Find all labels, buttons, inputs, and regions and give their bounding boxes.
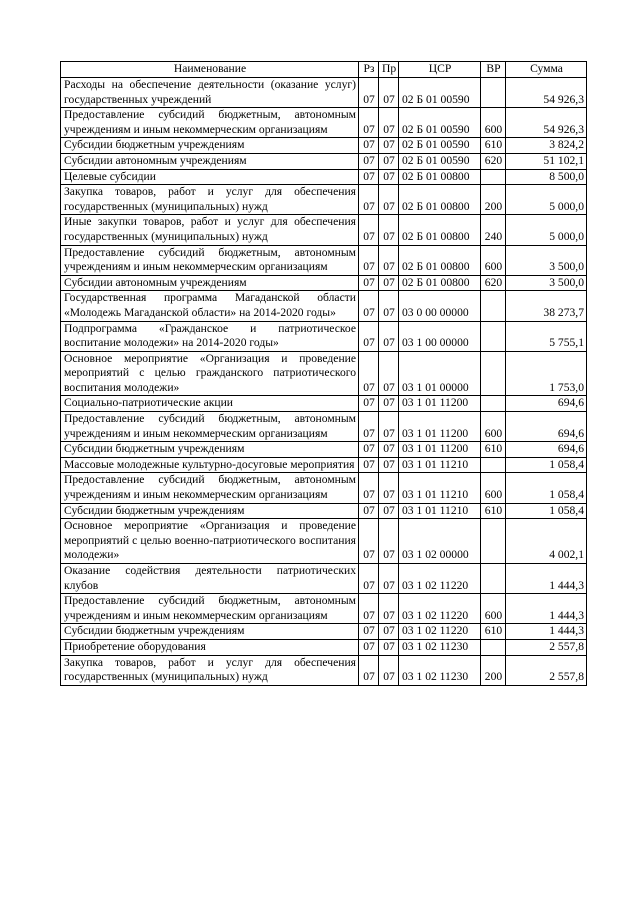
- table-row: [61, 412, 587, 442]
- cell-sum: 51 102,1: [506, 153, 587, 169]
- cell-sum: 3 500,0: [506, 275, 587, 291]
- cell-name: Предоставление субсидий бюджетным, автономным учреждениям и иным некоммерческим организациям: [61, 412, 359, 442]
- cell-vr: 600: [481, 473, 506, 503]
- cell-pr: 07: [379, 396, 399, 412]
- cell-name: Предоставление субсидий бюджетным, автономным учреждениям и иным некоммерческим организациям: [61, 108, 359, 138]
- cell-name: Оказание содействия деятельности патриотических клубов: [61, 564, 359, 594]
- cell-sum: 1 444,3: [506, 564, 587, 594]
- cell-rz: 07: [359, 639, 379, 655]
- table-body: [61, 78, 587, 686]
- table-row: [61, 245, 587, 275]
- cell-rz: 07: [359, 153, 379, 169]
- cell-name: Массовые молодежные культурно-досуговые мероприятия: [61, 457, 359, 473]
- cell-pr: 07: [379, 503, 399, 519]
- cell-sum: 2 557,8: [506, 655, 587, 685]
- cell-pr: 07: [379, 655, 399, 685]
- header-pr: Пр: [379, 62, 399, 78]
- cell-vr: 610: [481, 442, 506, 458]
- cell-pr: 07: [379, 639, 399, 655]
- table-row: [61, 442, 587, 458]
- cell-vr: 620: [481, 153, 506, 169]
- cell-name: Субсидии бюджетным учреждениям: [61, 138, 359, 154]
- cell-rz: 07: [359, 442, 379, 458]
- cell-sum: 5 755,1: [506, 321, 587, 351]
- cell-csr: 02 Б 01 00590: [399, 78, 481, 108]
- cell-name: Целевые субсидии: [61, 169, 359, 185]
- table-row: [61, 153, 587, 169]
- cell-vr: 600: [481, 108, 506, 138]
- cell-csr: 03 1 00 00000: [399, 321, 481, 351]
- cell-name: Предоставление субсидий бюджетным, автономным учреждениям и иным некоммерческим организациям: [61, 473, 359, 503]
- cell-name: Субсидии бюджетным учреждениям: [61, 442, 359, 458]
- table-row: [61, 564, 587, 594]
- table-row: [61, 215, 587, 245]
- cell-name: Субсидии автономным учреждениям: [61, 153, 359, 169]
- cell-sum: 1 058,4: [506, 473, 587, 503]
- cell-rz: 07: [359, 594, 379, 624]
- cell-pr: 07: [379, 321, 399, 351]
- cell-vr: [481, 639, 506, 655]
- header-name: Наименование: [61, 62, 359, 78]
- table-row: [61, 291, 587, 321]
- cell-rz: 07: [359, 185, 379, 215]
- cell-pr: 07: [379, 138, 399, 154]
- cell-pr: 07: [379, 442, 399, 458]
- header-rz: Рз: [359, 62, 379, 78]
- cell-rz: 07: [359, 655, 379, 685]
- cell-rz: 07: [359, 412, 379, 442]
- cell-vr: [481, 564, 506, 594]
- cell-pr: 07: [379, 275, 399, 291]
- table-row: [61, 594, 587, 624]
- cell-sum: 694,6: [506, 442, 587, 458]
- cell-csr: 03 1 02 00000: [399, 519, 481, 564]
- cell-rz: 07: [359, 321, 379, 351]
- cell-name: Подпрограмма «Гражданское и патриотическое воспитание молодежи» на 2014-2020 годы»: [61, 321, 359, 351]
- cell-rz: 07: [359, 291, 379, 321]
- cell-name: Приобретение оборудования: [61, 639, 359, 655]
- cell-vr: 200: [481, 185, 506, 215]
- cell-pr: 07: [379, 412, 399, 442]
- cell-rz: 07: [359, 275, 379, 291]
- cell-csr: 03 1 01 11210: [399, 503, 481, 519]
- cell-sum: 1 444,3: [506, 624, 587, 640]
- cell-rz: 07: [359, 169, 379, 185]
- cell-csr: 02 Б 01 00800: [399, 169, 481, 185]
- cell-name: Закупка товаров, работ и услуг для обеспечения государственных (муниципальных) нужд: [61, 655, 359, 685]
- cell-pr: 07: [379, 519, 399, 564]
- cell-csr: 03 1 01 11200: [399, 396, 481, 412]
- header-sum: Сумма: [506, 62, 587, 78]
- cell-vr: [481, 321, 506, 351]
- cell-pr: 07: [379, 245, 399, 275]
- cell-rz: 07: [359, 108, 379, 138]
- cell-name: Расходы на обеспечение деятельности (оказание услуг) государственных учреждений: [61, 78, 359, 108]
- cell-rz: 07: [359, 245, 379, 275]
- cell-vr: 600: [481, 412, 506, 442]
- cell-rz: 07: [359, 503, 379, 519]
- header-vr: ВР: [481, 62, 506, 78]
- cell-pr: 07: [379, 594, 399, 624]
- cell-sum: 3 500,0: [506, 245, 587, 275]
- cell-rz: 07: [359, 473, 379, 503]
- cell-pr: 07: [379, 153, 399, 169]
- cell-sum: 5 000,0: [506, 215, 587, 245]
- cell-csr: 03 1 01 11210: [399, 473, 481, 503]
- cell-vr: [481, 291, 506, 321]
- cell-rz: 07: [359, 138, 379, 154]
- cell-name: Субсидии автономным учреждениям: [61, 275, 359, 291]
- cell-sum: 38 273,7: [506, 291, 587, 321]
- cell-csr: 02 Б 01 00800: [399, 185, 481, 215]
- cell-sum: 5 000,0: [506, 185, 587, 215]
- cell-pr: 07: [379, 291, 399, 321]
- cell-vr: [481, 351, 506, 396]
- cell-csr: 03 1 02 11220: [399, 564, 481, 594]
- cell-vr: 600: [481, 245, 506, 275]
- cell-name: Государственная программа Магаданской области «Молодежь Магаданской области» на 2014-2020 годы»: [61, 291, 359, 321]
- header-csr: ЦСР: [399, 62, 481, 78]
- table-row: [61, 275, 587, 291]
- cell-sum: 2 557,8: [506, 639, 587, 655]
- cell-pr: 07: [379, 169, 399, 185]
- cell-name: Иные закупки товаров, работ и услуг для обеспечения государственных (муниципальных) нужд: [61, 215, 359, 245]
- cell-name: Субсидии бюджетным учреждениям: [61, 624, 359, 640]
- cell-rz: 07: [359, 351, 379, 396]
- cell-csr: 02 Б 01 00590: [399, 138, 481, 154]
- cell-pr: 07: [379, 185, 399, 215]
- cell-csr: 02 Б 01 00590: [399, 153, 481, 169]
- table-row: [61, 351, 587, 396]
- table-row: [61, 321, 587, 351]
- cell-name: Социально-патриотические акции: [61, 396, 359, 412]
- cell-pr: 07: [379, 215, 399, 245]
- cell-vr: 610: [481, 503, 506, 519]
- cell-rz: 07: [359, 396, 379, 412]
- cell-sum: 1 058,4: [506, 503, 587, 519]
- table-row: [61, 624, 587, 640]
- budget-table: [60, 61, 587, 686]
- cell-csr: 03 1 02 11220: [399, 594, 481, 624]
- cell-sum: 3 824,2: [506, 138, 587, 154]
- cell-vr: 620: [481, 275, 506, 291]
- cell-csr: 03 1 02 11220: [399, 624, 481, 640]
- table-row: [61, 473, 587, 503]
- cell-sum: 8 500,0: [506, 169, 587, 185]
- cell-pr: 07: [379, 473, 399, 503]
- cell-rz: 07: [359, 457, 379, 473]
- cell-rz: 07: [359, 519, 379, 564]
- cell-sum: 1 444,3: [506, 594, 587, 624]
- cell-pr: 07: [379, 624, 399, 640]
- cell-rz: 07: [359, 215, 379, 245]
- cell-vr: 610: [481, 138, 506, 154]
- cell-sum: 694,6: [506, 396, 587, 412]
- cell-csr: 03 1 01 11200: [399, 442, 481, 458]
- table-row: [61, 519, 587, 564]
- cell-sum: 694,6: [506, 412, 587, 442]
- cell-csr: 03 0 00 00000: [399, 291, 481, 321]
- table-row: [61, 185, 587, 215]
- cell-vr: [481, 169, 506, 185]
- cell-rz: 07: [359, 78, 379, 108]
- cell-vr: 240: [481, 215, 506, 245]
- table-row: [61, 138, 587, 154]
- table-row: [61, 108, 587, 138]
- cell-name: Предоставление субсидий бюджетным, автономным учреждениям и иным некоммерческим организациям: [61, 594, 359, 624]
- cell-csr: 03 1 01 11200: [399, 412, 481, 442]
- cell-vr: [481, 396, 506, 412]
- cell-pr: 07: [379, 564, 399, 594]
- table-row: [61, 78, 587, 108]
- cell-name: Закупка товаров, работ и услуг для обеспечения государственных (муниципальных) нужд: [61, 185, 359, 215]
- table-row: [61, 655, 587, 685]
- table-row: [61, 639, 587, 655]
- cell-vr: [481, 78, 506, 108]
- cell-vr: [481, 519, 506, 564]
- cell-sum: 1 753,0: [506, 351, 587, 396]
- cell-pr: 07: [379, 108, 399, 138]
- cell-vr: 200: [481, 655, 506, 685]
- cell-name: Предоставление субсидий бюджетным, автономным учреждениям и иным некоммерческим организациям: [61, 245, 359, 275]
- cell-csr: 02 Б 01 00590: [399, 108, 481, 138]
- table-row: [61, 396, 587, 412]
- cell-pr: 07: [379, 78, 399, 108]
- table-row: [61, 457, 587, 473]
- cell-name: Субсидии бюджетным учреждениям: [61, 503, 359, 519]
- cell-csr: 02 Б 01 00800: [399, 245, 481, 275]
- cell-csr: 03 1 01 00000: [399, 351, 481, 396]
- cell-csr: 02 Б 01 00800: [399, 275, 481, 291]
- cell-vr: [481, 457, 506, 473]
- cell-rz: 07: [359, 624, 379, 640]
- cell-csr: 03 1 01 11210: [399, 457, 481, 473]
- cell-csr: 02 Б 01 00800: [399, 215, 481, 245]
- cell-pr: 07: [379, 351, 399, 396]
- table-row: [61, 169, 587, 185]
- cell-name: Основное мероприятие «Организация и проведение мероприятий с целью военно-патриотического воспитания молодежи»: [61, 519, 359, 564]
- cell-sum: 54 926,3: [506, 78, 587, 108]
- cell-name: Основное мероприятие «Организация и проведение мероприятий с целью гражданского патриотического воспитания молодежи»: [61, 351, 359, 396]
- cell-rz: 07: [359, 564, 379, 594]
- cell-vr: 610: [481, 624, 506, 640]
- table-header-row: [61, 62, 587, 78]
- cell-sum: 4 002,1: [506, 519, 587, 564]
- cell-pr: 07: [379, 457, 399, 473]
- cell-vr: 600: [481, 594, 506, 624]
- table-row: [61, 503, 587, 519]
- cell-sum: 54 926,3: [506, 108, 587, 138]
- cell-csr: 03 1 02 11230: [399, 639, 481, 655]
- cell-csr: 03 1 02 11230: [399, 655, 481, 685]
- cell-sum: 1 058,4: [506, 457, 587, 473]
